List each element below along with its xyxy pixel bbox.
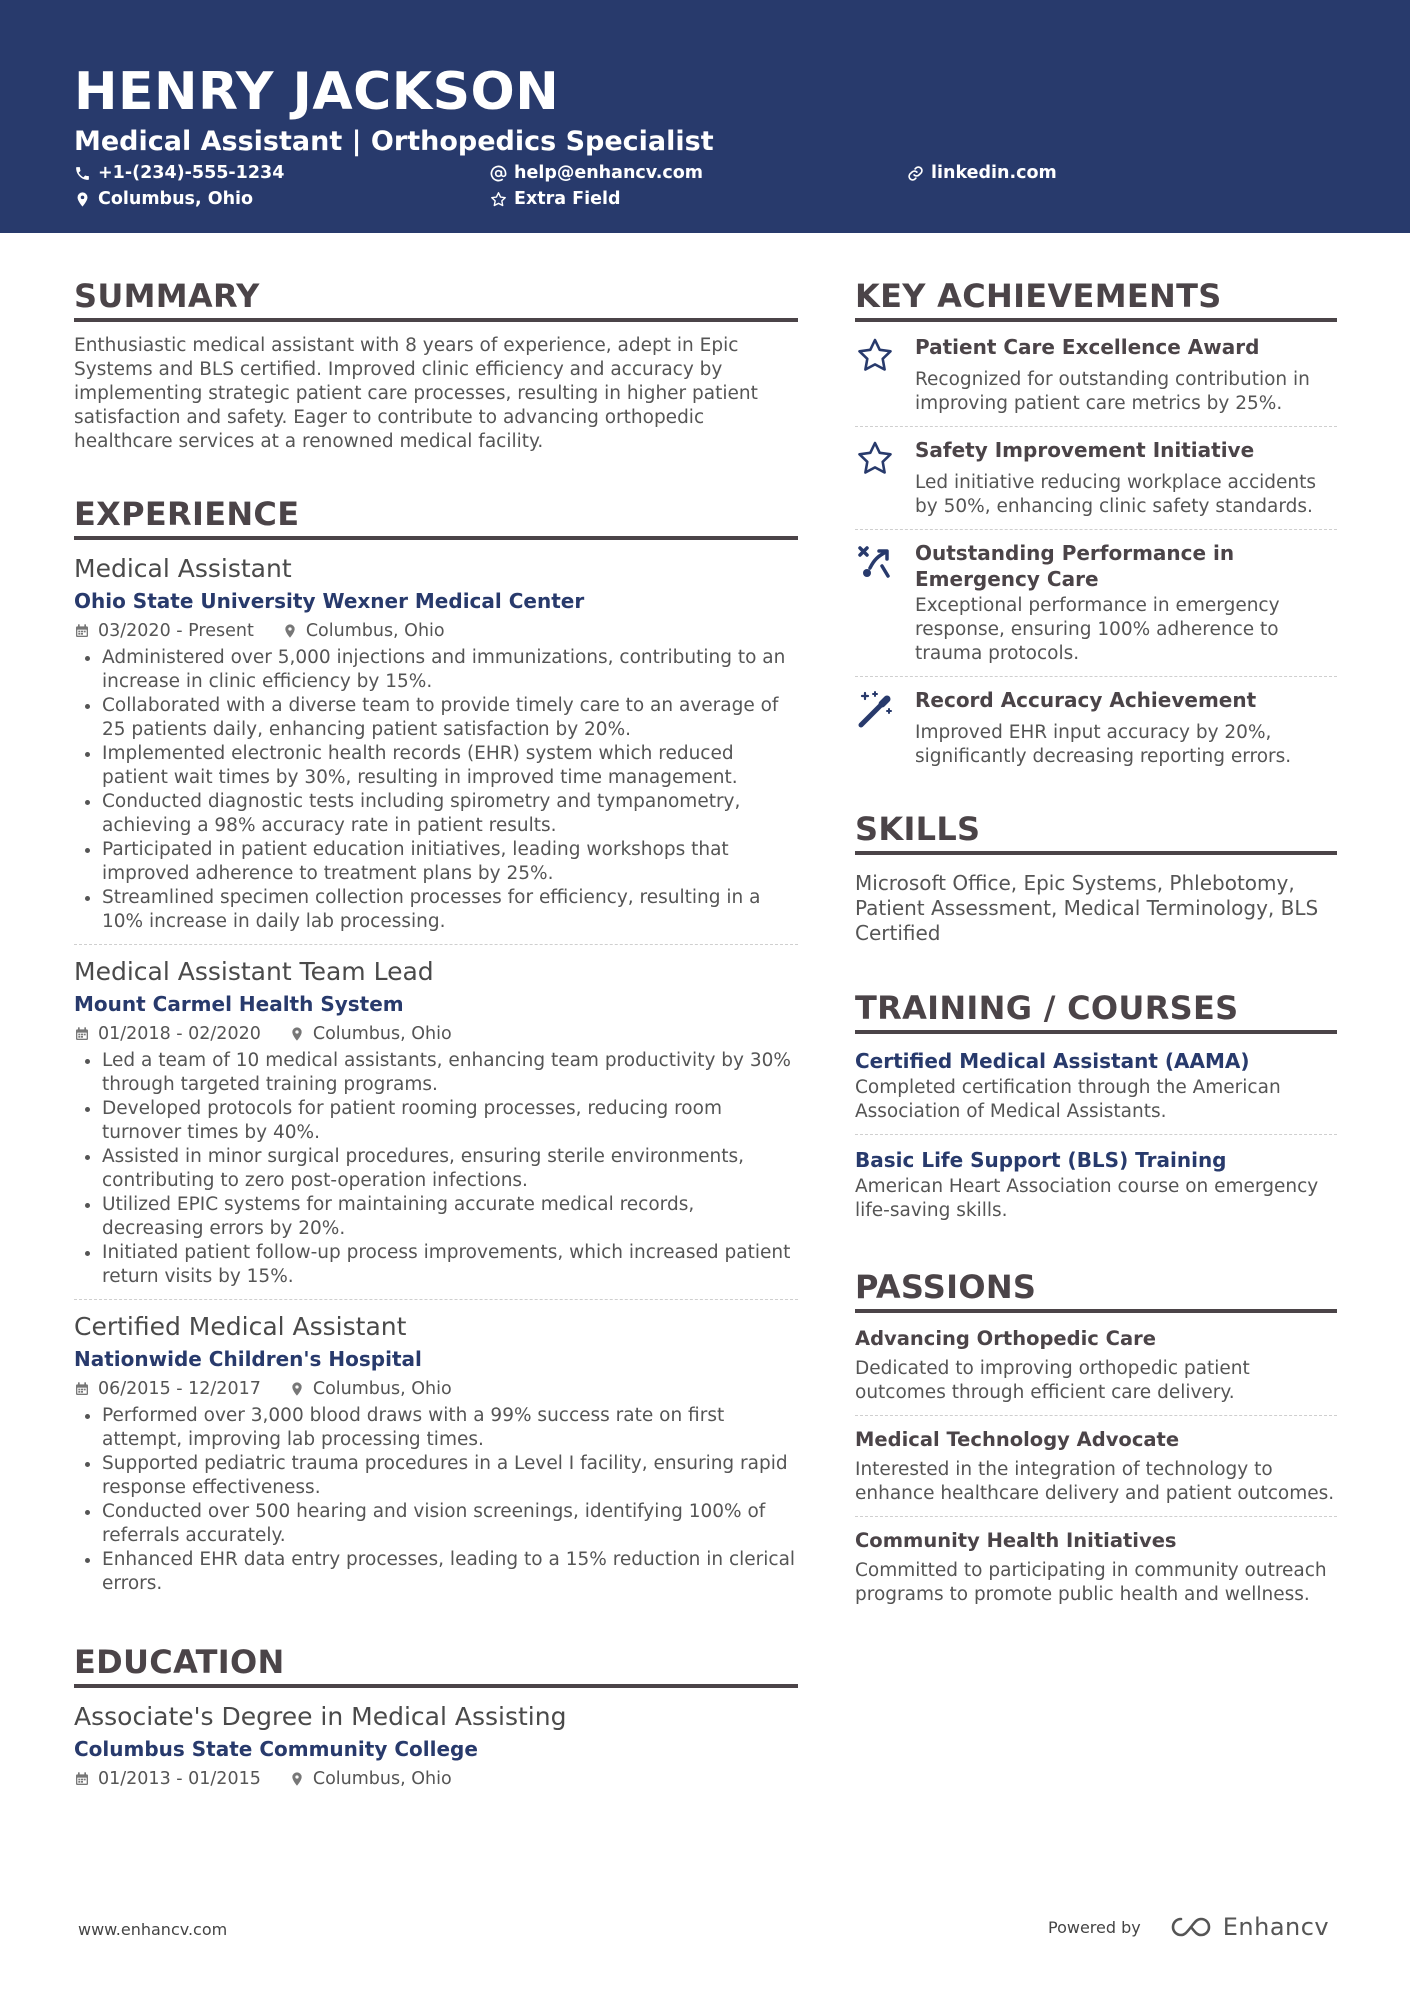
phone-icon — [74, 165, 91, 182]
job-location — [289, 1021, 452, 1047]
link-icon — [907, 165, 924, 182]
bullet-item: • Supported pediatric trauma procedures in a Level I facility, ensuring rapid response effectiveness. — [102, 1452, 798, 1500]
degree-title: Associate's Degree in Medical Assisting — [74, 1702, 567, 1731]
job-dates: 01/2018 - 02/2020 — [98, 1024, 261, 1044]
achievement-desc: Recognized for outstanding contribution in improving patient care metrics by 25%. — [915, 369, 1310, 414]
bullet-item: • Utilized EPIC systems for maintaining accurate medical records, decreasing errors by 20%. — [102, 1193, 798, 1241]
training-section — [855, 988, 1337, 1233]
passion-title: Medical Technology Advocate — [855, 1428, 1180, 1451]
bullet-item: • Implemented electronic health records (EHR) system which reduced patient wait times by 30%, resulting in improved time management. — [102, 742, 798, 790]
achievements-section — [855, 276, 1337, 779]
achievement-desc: Improved EHR input accuracy by 20%, significantly decreasing reporting errors. — [915, 722, 1292, 767]
job-location — [282, 618, 445, 644]
job-location-text: Columbus, Ohio — [312, 1024, 452, 1044]
job-role: Medical Assistant — [74, 554, 292, 583]
passion-item — [855, 1426, 1337, 1517]
section-heading: SUMMARY — [74, 276, 798, 322]
phone-text: +1-(234)-555-1234 — [98, 163, 285, 183]
achievement-item — [855, 677, 1337, 779]
bullet-item: • Conducted over 500 hearing and vision screenings, identifying 100% of referrals accurately. — [102, 1500, 798, 1548]
company-name: Nationwide Children's Hospital — [74, 1347, 422, 1371]
bullet-item: • Collaborated with a diverse team to provide timely care to an average of 25 patients daily, enhancing patient satisfaction by 20%. — [102, 694, 798, 742]
section-heading: KEY ACHIEVEMENTS — [855, 276, 1337, 322]
job-bullets — [74, 1049, 798, 1289]
course-item — [855, 1046, 1337, 1135]
strategy-icon — [855, 542, 895, 582]
skills-text: Microsoft Office, Epic Systems, Phlebotomy, Patient Assessment, Medical Terminology, BLS Certified — [855, 871, 1319, 945]
section-heading: TRAINING / COURSES — [855, 988, 1337, 1034]
course-item — [855, 1145, 1337, 1233]
experience-section — [74, 494, 798, 1606]
achievement-title: Safety Improvement Initiative — [915, 438, 1255, 462]
job-role: Certified Medical Assistant — [74, 1312, 407, 1341]
education-dates: 01/2013 - 01/2015 — [98, 1769, 261, 1789]
calendar-icon — [74, 1381, 90, 1397]
candidate-name: HENRY JACKSON — [74, 62, 560, 122]
calendar-icon — [74, 623, 90, 639]
passion-title: Advancing Orthopedic Care — [855, 1327, 1156, 1350]
achievement-title: Record Accuracy Achievement — [915, 688, 1257, 712]
contact-email[interactable] — [490, 162, 703, 184]
company-name: Mount Carmel Health System — [74, 992, 404, 1016]
passion-desc: Interested in the integration of technology to enhance healthcare delivery and patient outcomes. — [855, 1459, 1335, 1504]
at-icon — [490, 165, 507, 182]
section-heading: EXPERIENCE — [74, 494, 798, 540]
powered-by-label: Powered by — [1048, 1917, 1141, 1937]
calendar-icon — [74, 1771, 90, 1787]
location-pin-icon — [289, 1771, 305, 1787]
job-meta — [74, 1376, 798, 1402]
left-column — [74, 276, 798, 1794]
job-location — [289, 1376, 452, 1402]
location-pin-icon — [289, 1381, 305, 1397]
job-meta — [74, 1021, 798, 1047]
bullet-item: • Developed protocols for patient rooming processes, reducing room turnover times by 40%. — [102, 1097, 798, 1145]
star-icon — [855, 439, 895, 479]
course-title: Certified Medical Assistant (AAMA) — [855, 1049, 1250, 1073]
course-title: Basic Life Support (BLS) Training — [855, 1148, 1227, 1172]
education-section — [74, 1642, 798, 1792]
achievement-item — [855, 427, 1337, 530]
school-name: Columbus State Community College — [74, 1737, 478, 1761]
bullet-item: • Streamlined specimen collection processes for efficiency, resulting in a 10% increase in daily lab processing. — [102, 886, 798, 934]
achievement-desc: Exceptional performance in emergency response, ensuring 100% adherence to trauma protocols. — [915, 595, 1280, 664]
passion-title: Community Health Initiatives — [855, 1529, 1177, 1552]
job-bullets — [74, 1404, 798, 1596]
experience-item — [74, 552, 798, 945]
bullet-item: • Initiated patient follow-up process improvements, which increased patient return visits by 15%. — [102, 1241, 798, 1289]
contact-extra — [490, 188, 621, 210]
footer-branding[interactable] — [1048, 1913, 1329, 1941]
location-pin-icon — [74, 191, 91, 208]
email-text: help@enhancv.com — [514, 163, 704, 183]
education-location — [289, 1766, 452, 1792]
footer-website[interactable]: www.enhancv.com — [78, 1920, 228, 1939]
contact-location — [74, 188, 253, 210]
achievement-title: Patient Care Excellence Award — [915, 335, 1260, 359]
contact-link[interactable] — [907, 162, 1057, 184]
experience-item — [74, 1310, 798, 1606]
summary-section — [74, 276, 798, 454]
star-icon — [855, 336, 895, 376]
course-desc: Completed certification through the American Association of Medical Assistants. — [855, 1077, 1281, 1122]
enhancv-logo-icon — [1169, 1915, 1215, 1939]
bullet-item: • Performed over 3,000 blood draws with a 99% success rate on first attempt, improving lab processing times. — [102, 1404, 798, 1452]
education-meta — [74, 1766, 798, 1792]
bullet-item: • Assisted in minor surgical procedures, ensuring sterile environments, contributing to zero post-operation infections. — [102, 1145, 798, 1193]
magic-wand-icon — [855, 689, 895, 729]
summary-text: Enthusiastic medical assistant with 8 years of experience, adept in Epic Systems and BLS certified. Improved clinic efficiency and accuracy by implementing strategic patient care processes, resulting in higher patient satisfaction and safety. Eager to contribute to advancing orthopedic healthcare services at a renowned medical facility. — [74, 335, 758, 452]
course-desc: American Heart Association course on emergency life-saving skills. — [855, 1176, 1319, 1221]
section-heading: EDUCATION — [74, 1642, 798, 1688]
location-pin-icon — [282, 623, 298, 639]
location-text: Columbus, Ohio — [98, 189, 254, 209]
bullet-item: • Led a team of 10 medical assistants, enhancing team productivity by 30% through targeted training programs. — [102, 1049, 798, 1097]
right-column — [855, 276, 1337, 1617]
section-heading: PASSIONS — [855, 1267, 1337, 1313]
location-pin-icon — [289, 1026, 305, 1042]
passion-item — [855, 1527, 1337, 1617]
job-location-text: Columbus, Ohio — [312, 1379, 452, 1399]
job-location-text: Columbus, Ohio — [305, 621, 445, 641]
passions-section — [855, 1267, 1337, 1617]
link-text: linkedin.com — [931, 163, 1057, 183]
calendar-icon — [74, 1026, 90, 1042]
candidate-title: Medical Assistant | Orthopedics Specialist — [74, 126, 714, 157]
passion-desc: Dedicated to improving orthopedic patient outcomes through efficient care delivery. — [855, 1358, 1250, 1403]
company-name: Ohio State University Wexner Medical Center — [74, 589, 585, 613]
bullet-item: • Enhanced EHR data entry processes, leading to a 15% reduction in clerical errors. — [102, 1548, 798, 1596]
achievement-title: Outstanding Performance in Emergency Care — [915, 541, 1235, 591]
skills-section — [855, 809, 1337, 946]
job-role: Medical Assistant Team Lead — [74, 957, 434, 986]
education-location-text: Columbus, Ohio — [312, 1769, 452, 1789]
job-dates: 03/2020 - Present — [98, 621, 254, 641]
contact-phone — [74, 162, 284, 184]
passion-desc: Committed to participating in community outreach programs to promote public health and wellness. — [855, 1560, 1327, 1605]
bullet-item: • Administered over 5,000 injections and immunizations, contributing to an increase in clinic efficiency by 15%. — [102, 646, 798, 694]
job-dates: 06/2015 - 12/2017 — [98, 1379, 261, 1399]
passion-item — [855, 1325, 1337, 1416]
bullet-item: • Conducted diagnostic tests including spirometry and tympanometry, achieving a 98% accuracy rate in patient results. — [102, 790, 798, 838]
achievement-item — [855, 530, 1337, 677]
bullet-item: • Participated in patient education initiatives, leading workshops that improved adherence to treatment plans by 25%. — [102, 838, 798, 886]
star-icon — [490, 191, 507, 208]
section-heading: SKILLS — [855, 809, 1337, 855]
job-meta — [74, 618, 798, 644]
job-bullets — [74, 646, 798, 934]
header — [0, 0, 1410, 233]
extra-text: Extra Field — [514, 189, 621, 209]
achievement-desc: Led initiative reducing workplace accidents by 50%, enhancing clinic safety standards. — [915, 472, 1317, 517]
achievement-item — [855, 324, 1337, 427]
brand-name: Enhancv — [1222, 1913, 1330, 1941]
experience-item — [74, 955, 798, 1300]
